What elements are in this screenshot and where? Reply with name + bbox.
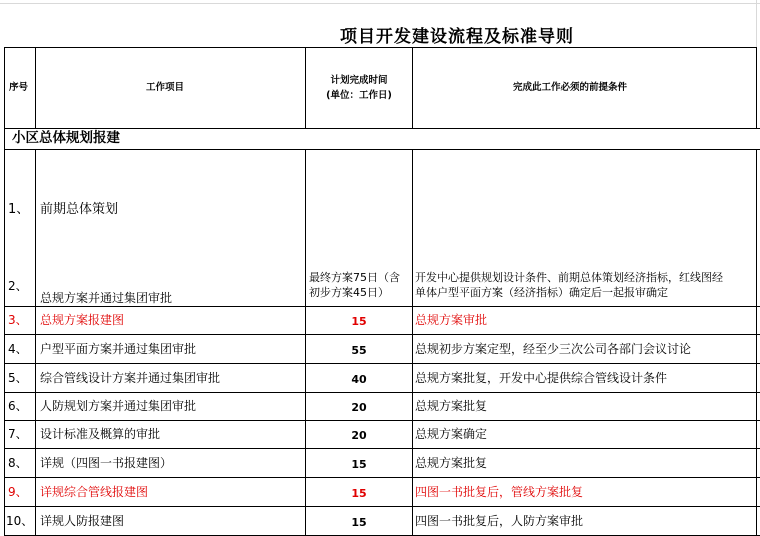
row-6-item: 人防规划方案并通过集团审批 bbox=[40, 399, 197, 413]
row-6-time: 20 bbox=[351, 401, 367, 414]
header-time-line1: 计划完成时间 bbox=[330, 75, 388, 86]
row-2-index: 2、 bbox=[8, 279, 28, 293]
row-9-time: 15 bbox=[351, 487, 367, 500]
header-time-line2: (单位：工作日) bbox=[326, 90, 392, 101]
row-3-cond: 总规方案审批 bbox=[415, 313, 488, 327]
row-10-cond: 四图一书批复后，人防方案审批 bbox=[415, 514, 584, 528]
row-6-cond: 总规方案批复 bbox=[415, 399, 488, 413]
row-3-time: 15 bbox=[351, 315, 367, 328]
row-4-cond: 总规初步方案定型，经至少三次公司各部门会议讨论 bbox=[415, 342, 692, 356]
row-6-index: 6、 bbox=[8, 399, 28, 413]
row-2-cond-line1: 开发中心提供规划设计条件、前期总体策划经济指标，红线图经 bbox=[415, 271, 723, 284]
row-7-item: 设计标准及概算的审批 bbox=[40, 427, 161, 441]
row-7-time: 20 bbox=[351, 429, 367, 442]
row-8-index: 8、 bbox=[8, 456, 28, 470]
sheet-title: 项目开发建设流程及标准导则 bbox=[340, 27, 574, 47]
row-9-item: 详规综合管线报建图 bbox=[40, 485, 149, 499]
row-10-item: 详规人防报建图 bbox=[40, 514, 125, 528]
row-7-cond: 总规方案确定 bbox=[415, 427, 488, 441]
section-title: 小区总体规划报建 bbox=[12, 130, 120, 146]
row-5-cond: 总规方案批复，开发中心提供综合管线设计条件 bbox=[415, 371, 668, 385]
row-4-time: 55 bbox=[351, 344, 367, 357]
row-5-index: 5、 bbox=[8, 371, 28, 385]
row-3-item: 总规方案报建图 bbox=[40, 313, 125, 327]
row-4-index: 4、 bbox=[8, 342, 28, 356]
row-10-index: 10、 bbox=[6, 514, 34, 528]
row-5-item: 综合管线设计方案并通过集团审批 bbox=[40, 371, 221, 385]
row-2-item: 总规方案并通过集团审批 bbox=[40, 291, 173, 305]
row-8-cond: 总规方案批复 bbox=[415, 456, 488, 470]
row-1-item: 前期总体策划 bbox=[40, 202, 119, 217]
row-3-index: 3、 bbox=[8, 313, 28, 327]
row-2-time-line1: 最终方案75日（含 bbox=[309, 271, 400, 284]
row-10-time: 15 bbox=[351, 516, 367, 529]
row-2-time-line2: 初步方案45日） bbox=[309, 286, 389, 299]
row-9-index: 9、 bbox=[8, 485, 28, 499]
row-9-cond: 四图一书批复后，管线方案批复 bbox=[415, 485, 584, 499]
row-8-time: 15 bbox=[351, 458, 367, 471]
row-2-cond-line2: 单体户型平面方案（经济指标）确定后一起报审确定 bbox=[415, 286, 668, 299]
header-item: 工作项目 bbox=[146, 82, 185, 93]
row-8-item: 详规（四图一书报建图） bbox=[40, 456, 173, 470]
row-7-index: 7、 bbox=[8, 427, 28, 441]
row-4-item: 户型平面方案并通过集团审批 bbox=[40, 342, 197, 356]
row-5-time: 40 bbox=[351, 373, 367, 386]
header-index: 序号 bbox=[9, 82, 29, 93]
row-1-index: 1、 bbox=[8, 202, 30, 217]
header-condition: 完成此工作必须的前提条件 bbox=[513, 82, 628, 93]
